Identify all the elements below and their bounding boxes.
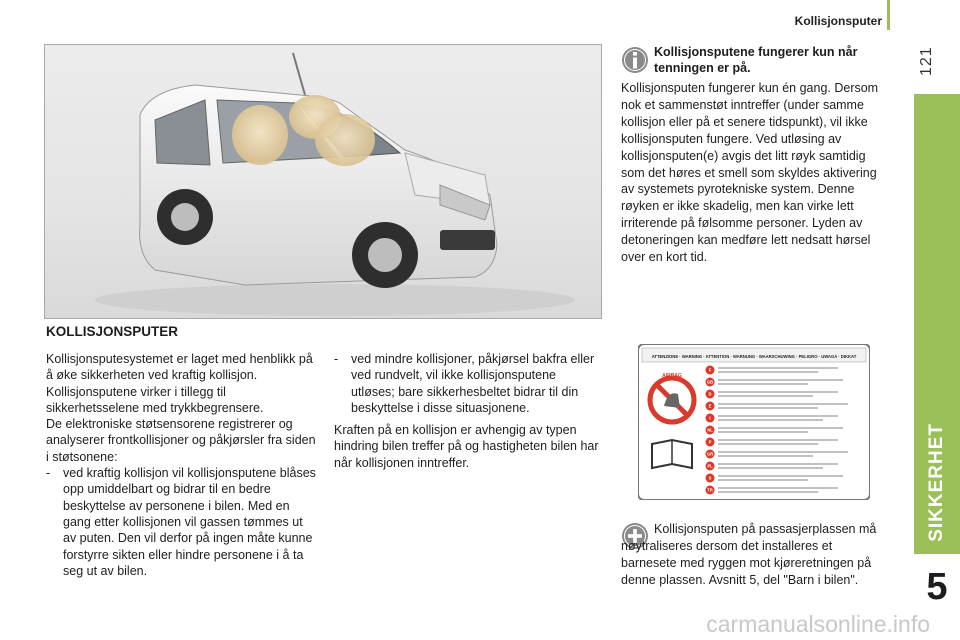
sensor-paragraph: De elektroniske støtsensorene registrerer og analyserer frontkollisjoner og påkjørsler fra siden i støtsonene: (46, 417, 316, 464)
plus-note-body: Kollisjonsputen på passasjerplassen må nøytraliseres dersom det installeres et barnesete med ryggen mot kjøreretningen på denne plassen. Avsnitt 5, del "Barn i bilen". (621, 522, 877, 587)
page-header-title: Kollisjonsputer (794, 14, 882, 28)
section-heading: KOLLISJONSPUTER (46, 324, 179, 339)
bullet-text: ved kraftig kollisjon vil kollisjonsputene blåses opp umiddelbart og bidrar til en bedre beskyttelse av personene i bilen. Med en gang etter kollisjonen vil gassen tømmes ut av puten. Den vil derfor på ingen måte kunne forstyrre sikten eller hindre personene i å ta seg ut av bilen. (63, 466, 316, 578)
van-airbag-illustration (44, 44, 602, 319)
lang-code: GB (706, 379, 714, 385)
airbag-warning-label (638, 344, 870, 500)
lang-code: P (708, 439, 712, 445)
intro-paragraph: Kollisjonsputesystemet er laget med henblikk på å øke sikkerheten ved kraftig kollisjon. Kollisjonsputene virker i tillegg til sikkerhetsselene med trykkbegrensere. (46, 352, 313, 415)
lang-code: NL (707, 427, 713, 433)
page-number: 121 (918, 46, 935, 76)
watermark: carmanualsonline.info (706, 611, 930, 637)
info-icon (621, 46, 649, 74)
info-note-body: Kollisjonsputen fungerer kun én gang. Dersom nok et sammenstøt inntreffer (under samme kollisjon eller på et senere tidspunkt), vil ikke kollisjonsputen fungere. Ved utløsing av kollisjonsputen(e) avgis det litt røyk samtidig som det høres et smell som skyldes aktivering av systemets pyrotekniske system. Denne røyken er ikke skadelig, men kan virke lett irriterende på følsomme personer. Lyden av detoneringen kan medføre lett nedsatt hørsel over en kort tid. (621, 81, 879, 265)
lang-code: S (708, 475, 712, 481)
list-item: - ved mindre kollisjoner, påkjørsel bakfra eller ved rundvelt, vil ikke kollisjonsputene utløses; bare sikkerhesbeltet bidrar til din beskyttelse i disse situasjonene. (334, 351, 602, 416)
bullet-text: ved mindre kollisjoner, påkjørsel bakfra eller ved rundvelt, vil ikke kollisjonsputene utløses; bare sikkerhesbeltet bidrar til din beskyttelse i disse situasjonene. (351, 352, 595, 415)
list-item: - ved kraftig kollisjon vil kollisjonsputene blåses opp umiddelbart og bidrar til en bedre beskyttelse av personene i bilen. Med en gang etter kollisjonen vil gassen tømmes ut av puten. Den vil derfor på ingen måte kunne forstyrre sikten eller hindre personene i å ta seg ut av bilen. (46, 465, 318, 579)
lang-code: E (708, 403, 712, 409)
middle-column (334, 351, 602, 471)
lang-code: I (709, 415, 711, 421)
svg-text:AIRBAG: AIRBAG (662, 373, 682, 379)
warning-label-header: ATTENZIONE · WARNING · ATTENTION · WARNUNG · WAARSCHUWING · PELIGRO · UWAGA · DIKKAT (651, 354, 857, 359)
lang-code: PL (707, 463, 713, 469)
info-note-title: Kollisjonsputene fungerer kun når tenningen er på. (654, 45, 858, 76)
section-label-text: SIKKERHET (926, 422, 947, 542)
lang-code: GR (706, 451, 714, 457)
header-accent-rule (887, 0, 890, 30)
lang-code: TR (707, 487, 713, 493)
van-drawing (45, 45, 602, 319)
left-column (46, 351, 318, 579)
chapter-number: 5 (926, 565, 948, 608)
lang-code: D (708, 391, 712, 397)
section-label (914, 412, 960, 552)
lang-code: F (708, 367, 712, 373)
force-paragraph: Kraften på en kollisjon er avhengig av typen hindring bilen treffer på og hastigheten bilen har når kollisjonen inntreffer. (334, 423, 599, 470)
